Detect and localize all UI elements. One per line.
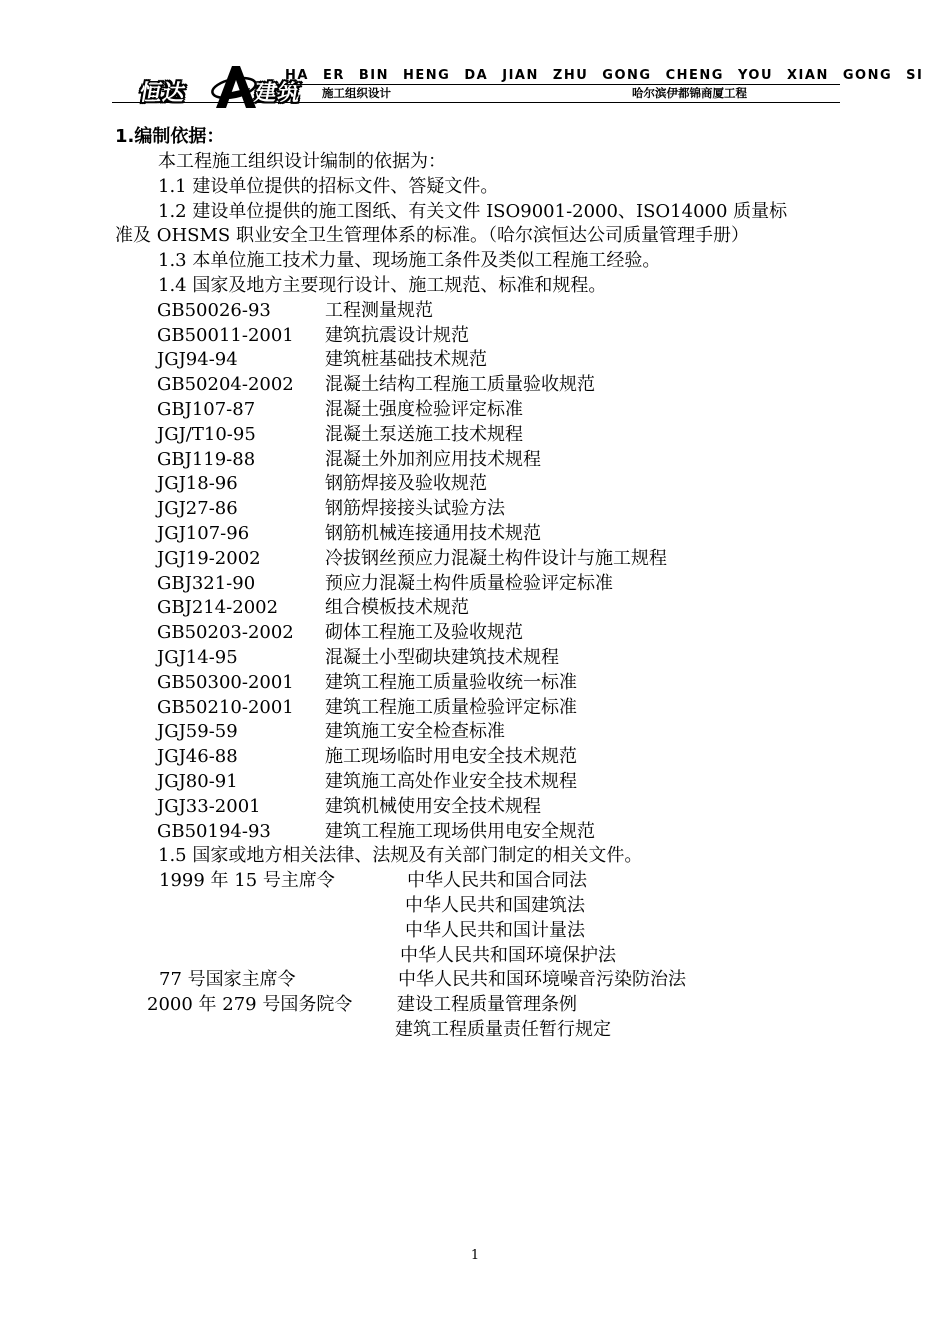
standard-row [115, 621, 865, 646]
standard-row [115, 448, 865, 473]
standard-row [115, 795, 865, 820]
standard-name: 钢筋焊接接头试验方法 [325, 498, 505, 520]
standard-code: GBJ119-88 [157, 448, 256, 470]
law-row [115, 894, 865, 919]
law-name: 中华人民共和国建筑法 [405, 894, 585, 916]
law-order: 2000 年 279 号国务院令 [147, 994, 353, 1016]
standard-name: 混凝土结构工程施工质量验收规范 [325, 374, 595, 396]
law-name: 中华人民共和国环境噪音污染防治法 [398, 969, 686, 991]
standard-row [115, 696, 865, 721]
item-1-5: 1.5 国家或地方相关法律、法规及有关部门制定的相关文件。 [158, 845, 643, 867]
standard-row [115, 547, 865, 572]
item-1-4: 1.4 国家及地方主要现行设计、施工规范、标准和规程。 [158, 274, 607, 296]
section-title: 1.编制依据： [115, 126, 225, 147]
standard-code: JGJ/T10-95 [157, 423, 256, 445]
law-row [115, 944, 865, 969]
standard-row [115, 745, 865, 770]
standard-row [115, 646, 865, 671]
standard-code: GBJ214-2002 [157, 597, 279, 619]
law-row [115, 968, 865, 993]
standard-code: GB50026-93 [157, 299, 271, 321]
standard-name: 钢筋机械连接通用技术规范 [325, 522, 541, 544]
law-name: 建筑工程质量责任暂行规定 [395, 1018, 611, 1040]
law-order: 1999 年 15 号主席令 [159, 870, 335, 892]
standards-list [115, 299, 865, 845]
law-row [115, 1018, 865, 1043]
item-1-2-first-line: 1.2 建设单位提供的施工图纸、有关文件 ISO9001-2000、ISO14000 质量标 [158, 200, 788, 222]
item-1-3: 1.3 本单位施工技术力量、现场施工条件及类似工程施工经验。 [158, 250, 661, 272]
standard-name: 建筑工程施工现场供用电安全规范 [325, 820, 595, 842]
section-intro: 本工程施工组织设计编制的依据为： [158, 151, 446, 172]
standard-row [115, 472, 865, 497]
project-name: 哈尔滨伊都锦商厦工程 [632, 86, 747, 100]
standard-name: 钢筋焊接及验收规范 [325, 473, 487, 495]
law-row [115, 993, 865, 1018]
standard-code: JGJ18-96 [157, 473, 238, 495]
header-underline [112, 102, 840, 103]
standard-row [115, 299, 865, 324]
law-name: 中华人民共和国计量法 [405, 919, 585, 941]
page-header [112, 60, 924, 112]
item-1-1: 1.1 建设单位提供的招标文件、答疑文件。 [158, 175, 499, 197]
laws-list [115, 869, 865, 1043]
standard-row [115, 423, 865, 448]
standard-code: JGJ59-59 [157, 721, 238, 743]
standard-code: JGJ80-91 [157, 770, 238, 792]
standard-name: 混凝土小型砌块建筑技术规程 [325, 646, 559, 668]
law-name: 中华人民共和国环境保护法 [400, 944, 616, 966]
standard-code: GBJ107-87 [157, 398, 256, 420]
standard-name: 建筑施工高处作业安全技术规程 [325, 770, 577, 792]
standard-name: 建筑施工安全检查标准 [325, 721, 505, 743]
standard-name: 砌体工程施工及验收规范 [325, 622, 523, 644]
document-type: 施工组织设计 [322, 86, 391, 100]
logo-a-icon [210, 64, 258, 110]
standard-row [115, 572, 865, 597]
logo-text-left: 恒达 [137, 81, 188, 106]
standard-row [115, 373, 865, 398]
standard-name: 施工现场临时用电安全技术规范 [325, 746, 577, 768]
item-1-2-second-line: 准及 OHSMS 职业安全卫生管理体系的标准。（哈尔滨恒达公司质量管理手册） [115, 225, 749, 247]
standard-code: GB50194-93 [157, 820, 271, 842]
standard-row [115, 497, 865, 522]
law-row [115, 919, 865, 944]
standard-name: 混凝土泵送施工技术规程 [325, 423, 523, 445]
standard-code: GB50204-2002 [157, 374, 294, 396]
standard-code: JGJ107-96 [157, 522, 250, 544]
standard-name: 组合模板技术规范 [325, 597, 469, 619]
document-body [115, 124, 865, 1043]
standard-name: 建筑工程施工质量检验评定标准 [325, 696, 577, 718]
law-row [115, 869, 865, 894]
standard-code: JGJ27-86 [157, 498, 238, 520]
standard-code: JGJ33-2001 [157, 795, 261, 817]
standard-code: JGJ14-95 [157, 646, 238, 668]
company-pinyin: HA ER BIN HENG DA JIAN ZHU GONG CHENG YOU XIAN GONG SI [285, 68, 924, 83]
standard-code: GB50300-2001 [157, 671, 294, 693]
standard-code: JGJ46-88 [157, 746, 238, 768]
law-name: 建设工程质量管理条例 [397, 994, 577, 1016]
standard-name: 建筑工程施工质量验收统一标准 [325, 671, 577, 693]
standard-name: 工程测量规范 [325, 299, 433, 321]
standard-code: GBJ321-90 [157, 572, 256, 594]
standard-row [115, 398, 865, 423]
standard-row [115, 720, 865, 745]
standard-name: 建筑机械使用安全技术规程 [325, 795, 541, 817]
page-number: 1 [470, 1248, 480, 1263]
standard-code: GB50210-2001 [157, 696, 294, 718]
law-name: 中华人民共和国合同法 [407, 870, 587, 892]
law-order: 77 号国家主席令 [159, 969, 296, 991]
standard-row [115, 671, 865, 696]
standard-name: 建筑抗震设计规范 [325, 324, 469, 346]
logo-text-right: 建筑 [252, 81, 303, 106]
standard-row [115, 770, 865, 795]
standard-name: 混凝土外加剂应用技术规程 [325, 448, 541, 470]
standard-code: GB50203-2002 [157, 622, 294, 644]
standard-row [115, 348, 865, 373]
standard-name: 混凝土强度检验评定标准 [325, 398, 523, 420]
standard-row [115, 820, 865, 845]
standard-row [115, 596, 865, 621]
standard-code: GB50011-2001 [157, 324, 294, 346]
standard-name: 预应力混凝土构件质量检验评定标准 [325, 572, 613, 594]
standard-code: JGJ94-94 [157, 349, 238, 371]
standard-name: 建筑桩基础技术规范 [325, 349, 487, 371]
standard-row [115, 522, 865, 547]
standard-row [115, 324, 865, 349]
standard-code: JGJ19-2002 [157, 547, 261, 569]
standard-name: 冷拔钢丝预应力混凝土构件设计与施工规程 [325, 547, 667, 569]
